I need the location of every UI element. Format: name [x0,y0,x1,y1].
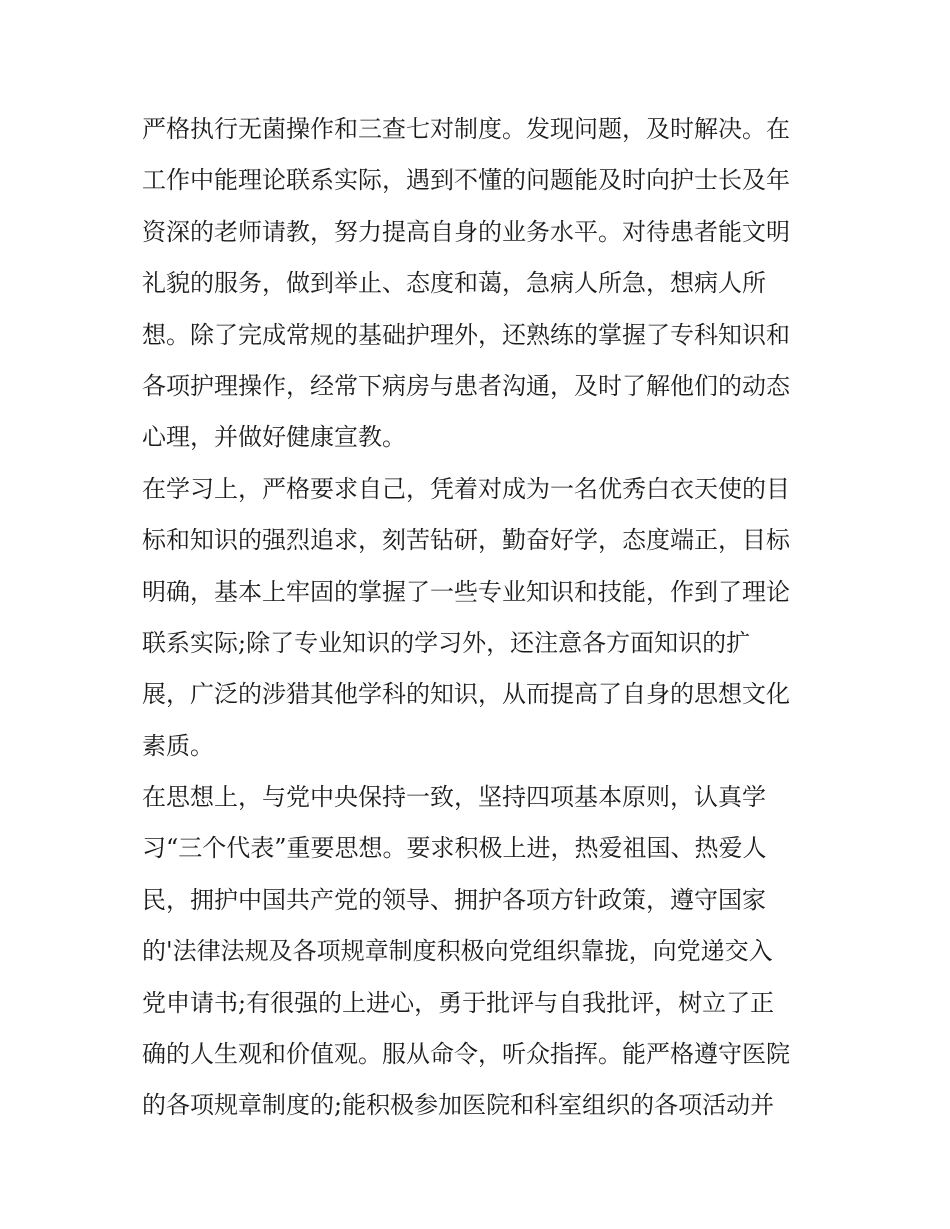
text-line: 在思想上，与党中央保持一致，坚持四项基本原则，认真学 [142,783,766,812]
text-line: 展，广泛的涉猎其他学科的知识，从而提高了自身的思想文化 [142,680,790,709]
text-line: 的'法律法规及各项规章制度积极向党组织靠拢，向党递交入 [142,937,773,966]
text-line: 习“三个代表”重要思想。要求积极上进，热爱祖国、热爱人 [142,834,767,863]
text-line: 的各项规章制度的;能积极参加医院和科室组织的各项活动并 [142,1091,775,1120]
text-line: 工作中能理论联系实际，遇到不懂的问题能及时向护士长及年 [142,166,790,195]
text-line: 素质。 [142,731,214,760]
text-line: 严格执行无菌操作和三查七对制度。发现问题，及时解决。在 [142,115,790,143]
text-line: 民，拥护中国共产党的领导、拥护各项方针政策，遵守国家 [142,885,766,914]
body-text [142,104,822,1132]
text-line: 心理，并做好健康宣教。 [142,423,406,452]
text-line: 联系实际;除了专业知识的学习外，还注意各方面知识的扩 [142,628,751,657]
text-line: 党申请书;有很强的上进心，勇于批评与自我批评，树立了正 [142,988,775,1017]
text-line: 想。除了完成常规的基础护理外，还熟练的掌握了专科知识和 [142,320,790,349]
text-line: 标和知识的强烈追求，刻苦钻研，勤奋好学，态度端正，目标 [142,526,790,555]
text-line: 各项护理操作，经常下病房与患者沟通，及时了解他们的动态 [142,371,790,400]
text-line: 资深的老师请教，努力提高自身的业务水平。对待患者能文明 [142,217,790,246]
text-line: 在学习上，严格要求自己，凭着对成为一名优秀白衣天使的目 [142,474,790,503]
text-line: 确的人生观和价值观。服从命令，听众指挥。能严格遵守医院 [142,1040,790,1069]
text-line: 明确，基本上牢固的掌握了一些专业知识和技能，作到了理论 [142,577,790,606]
text-line: 礼貌的服务，做到举止、态度和蔼，急病人所急，想病人所 [142,269,766,298]
